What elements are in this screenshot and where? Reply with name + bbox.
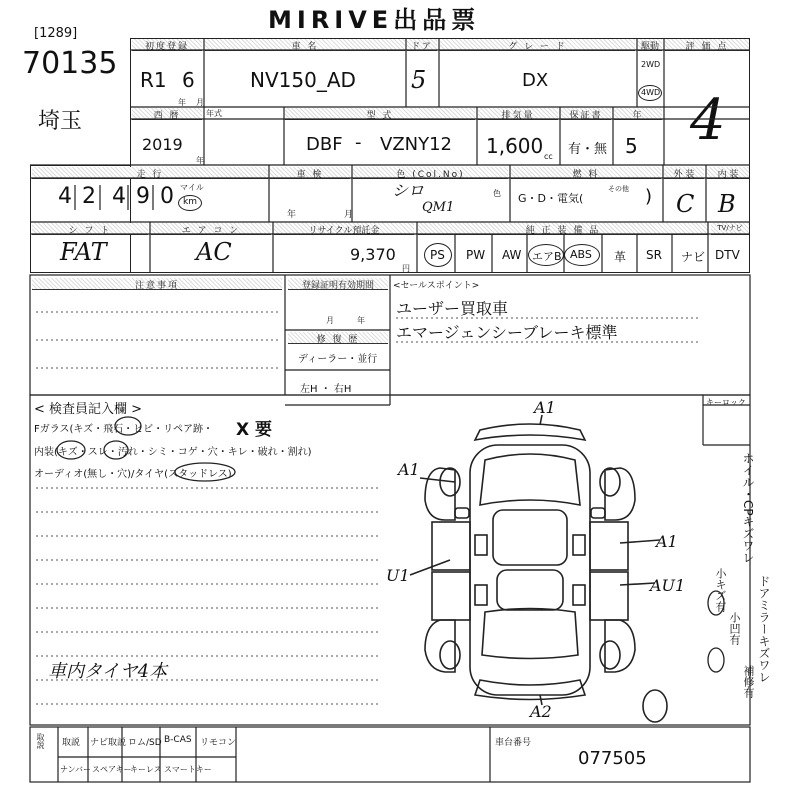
hdr-tv: TV/ナビ [711, 223, 749, 235]
hdr-model-year: 西 暦 [132, 108, 202, 120]
model-dash: - [355, 132, 362, 153]
hdr-recycle: リサイクル預託金 [274, 223, 414, 235]
footer-owner-manual: 取説 [36, 733, 45, 749]
damage-mark-rear: A2 [530, 702, 552, 721]
hdr-equipment: 純 正 装 備 品 [418, 223, 708, 235]
damage-mark-right-front: A1 [656, 532, 678, 551]
footer-item-8: キーレス [130, 765, 162, 774]
chassis-value: 077505 [578, 748, 647, 769]
km-unit: km [183, 197, 197, 207]
side-note-3: 小キズ有 [714, 568, 727, 612]
mileage-digit-2: 2 [82, 184, 96, 209]
sales-point-label: <セールスポイント> [393, 281, 480, 291]
side-note-4: 小凹有 [728, 612, 741, 645]
lot-region: 埼玉 [38, 109, 83, 134]
inspection-line-2: 内装(キズ・スレ・汚れ・シミ・コゲ・穴・キレ・破れ・割れ) [34, 447, 312, 458]
mileage-digit-1: 4 [58, 184, 72, 209]
damage-mark-left-front: A1 [398, 460, 420, 479]
fuel-close: ) [645, 186, 653, 207]
form-title: MIRIVE出品票 [268, 6, 481, 34]
reg-month-label: 月 [326, 316, 334, 325]
aircon-value: AC [196, 238, 232, 266]
fuel-options: G・D・電気( [518, 192, 584, 205]
doors-value: 5 [411, 66, 427, 94]
sales-point-1: ユーザー買取車 [396, 299, 509, 318]
hdr-shift: シ フ ト [32, 223, 148, 235]
footer-item-2: ナビ取説 [90, 738, 127, 748]
hdr-mileage: 走 行 [32, 167, 268, 179]
hdr-first-reg: 初度登録 [132, 39, 202, 51]
model-year-value: 2019 [142, 135, 183, 154]
hdr-reg-expiry: 登録証明有効期間 [288, 278, 388, 290]
history-value: ディーラー・並行 [298, 354, 378, 365]
nen-label: 年 [196, 156, 204, 165]
cc-label: cc [544, 152, 553, 161]
hdr-model-type: 型 式 [285, 108, 475, 120]
interior-value: B [718, 190, 736, 218]
footer-item-5: リモコン [200, 738, 237, 748]
footer-item-3: ロム/SD [128, 738, 162, 748]
hdr-notes: 注意事項 [32, 278, 282, 290]
hdr-color: 色 (Col.No) [353, 167, 508, 179]
hdr-warranty: 保証書 [561, 108, 611, 120]
hdr-displacement: 排気量 [478, 108, 558, 120]
inspection-line-1: Fガラス(キズ・飛石・ヒビ・リペア跡・ [34, 424, 213, 435]
equip-dtv: DTV [715, 248, 740, 262]
model-prefix: DBF [306, 134, 343, 155]
reg-year-label: 年 [357, 316, 365, 325]
key-lock-label: キーロック [706, 398, 746, 407]
footer-item-9: スマートキー [164, 765, 212, 774]
color-value: シロ [392, 181, 425, 200]
model-code: VZNY12 [380, 134, 453, 155]
equip-sr: SR [646, 248, 662, 262]
mile-unit: マイル [180, 183, 204, 192]
mileage-digit-3: 4 [112, 184, 126, 209]
chassis-label: 車台番号 [495, 738, 532, 748]
side-note-5: 補修有 [742, 665, 755, 698]
mileage-digit-5: 0 [160, 184, 174, 209]
damage-mark-front: A1 [534, 398, 556, 417]
damage-mark-right-rear: AU1 [650, 576, 686, 595]
hdr-car-name: 車 名 [205, 39, 405, 51]
year-label: 年 [178, 98, 186, 107]
displacement-value: 1,600 [486, 134, 544, 158]
equip-navi: ナビ [681, 250, 706, 264]
era-value: R1 [140, 68, 167, 92]
hdr-score: 評 価 点 [665, 39, 749, 51]
inspection-line-3: オーディオ(無し・穴)/タイヤ(スタッドレス) [34, 469, 232, 480]
hdr-aircon: エ ア コ ン [151, 223, 271, 235]
drive-2wd: 2WD [641, 60, 661, 69]
equip-ps: PS [430, 248, 445, 262]
shaken-year: 年 [287, 210, 297, 220]
hdr-interior: 内 装 [707, 167, 749, 179]
handle-value: 左H ・ 右H [300, 384, 352, 395]
hdr-doors: ドア [407, 39, 437, 51]
sales-point-2: エマージェンシーブレーキ標準 [396, 323, 618, 342]
year-value: 6 [182, 68, 195, 92]
mileage-digit-4: 9 [136, 184, 150, 209]
hdr-exterior: 外 装 [664, 167, 704, 179]
side-note-1: ホイル・CPキズワレ [741, 452, 755, 564]
hdr-shaken: 車 検 [270, 167, 350, 179]
x-mark: X 要 [236, 420, 273, 440]
side-note-2: ドアミラーキズワレ [757, 575, 771, 683]
equip-leather: 革 [614, 250, 627, 264]
lot-number: 70135 [22, 46, 118, 81]
color-code: QM1 [422, 200, 455, 215]
grade-value: DX [522, 70, 549, 91]
month-label: 月 [196, 98, 204, 107]
drive-4wd: 4WD [641, 88, 661, 97]
hdr-model-year-note: 年式 [206, 109, 222, 118]
score-value: 4 [690, 88, 726, 153]
recycle-value: 9,370 [350, 245, 396, 264]
handwritten-note: 車内タイヤ4本 [48, 661, 168, 682]
shaken-month: 月 [344, 210, 354, 220]
shift-value: FAT [60, 238, 107, 266]
damage-mark-left-rear: U1 [386, 566, 410, 585]
fuel-other: その他 [608, 185, 629, 193]
equip-pw: PW [466, 248, 486, 262]
hdr-grade: グ レ ー ド [440, 39, 635, 51]
inspector-label: < 検査員記入欄 > [34, 402, 143, 417]
footer-item-1: 取説 [62, 738, 81, 748]
color-kanji: 色 [493, 189, 501, 198]
exterior-value: C [676, 190, 695, 218]
footer-item-7: スペアキー [92, 765, 132, 774]
warranty-years: 5 [625, 134, 638, 158]
lot-bracket: [1289] [34, 26, 78, 41]
hdr-year-2: 年 [614, 108, 662, 120]
footer-item-4: B-CAS [164, 735, 192, 745]
hdr-repair: 修 復 歴 [288, 332, 388, 344]
hdr-drive: 駆動 [638, 39, 662, 51]
yen-label: 円 [402, 264, 410, 273]
equip-airbag: エアB [532, 250, 562, 263]
car-name-value: NV150_AD [250, 68, 356, 92]
equip-aw: AW [502, 248, 522, 262]
warranty-value: 有・無 [568, 142, 608, 157]
hdr-fuel: 燃 料 [511, 167, 661, 179]
equip-abs: ABS [570, 248, 592, 261]
footer-item-6: ナンバー [60, 765, 92, 774]
